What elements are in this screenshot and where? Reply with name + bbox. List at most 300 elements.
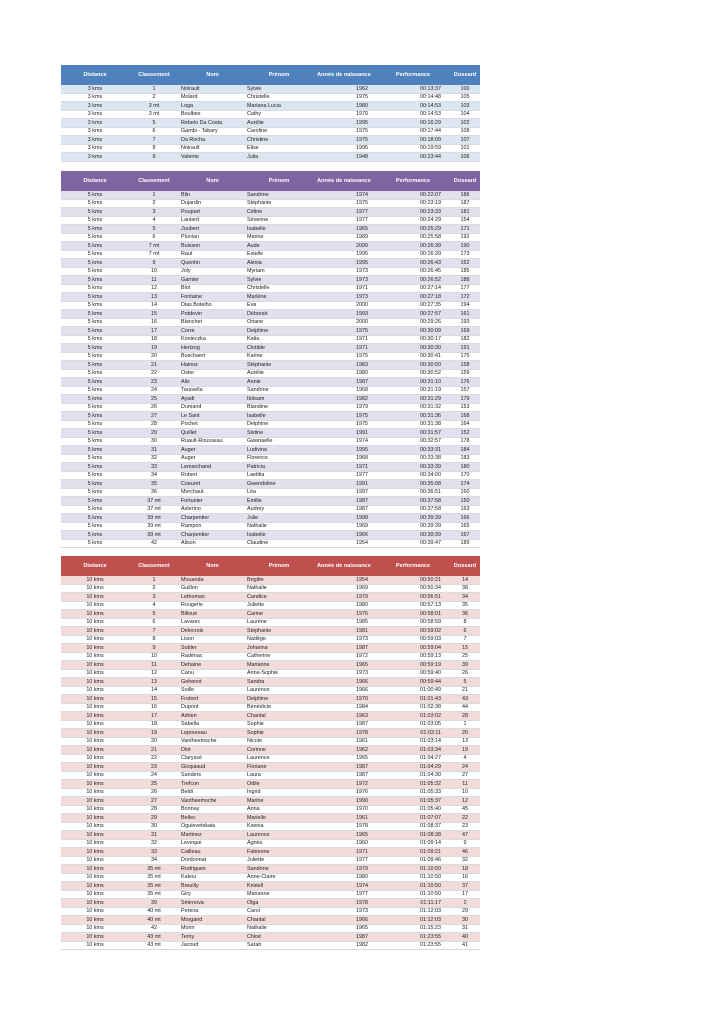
- table-row: [61, 619, 480, 628]
- lastname-cell: Leveque: [181, 840, 202, 847]
- table-row: [61, 111, 480, 120]
- bib-cell: 4: [463, 755, 467, 762]
- birthyear-cell: 2000: [356, 319, 368, 326]
- bib-cell: 102: [460, 119, 470, 126]
- table-row: [61, 636, 480, 645]
- lastname-cell: Auger: [181, 446, 196, 453]
- bib-cell: 165: [460, 523, 470, 530]
- distance-cell: 10 kms: [86, 814, 104, 821]
- table-row: [61, 276, 480, 285]
- results-table-3km: [61, 65, 480, 162]
- firstname-cell: Nathalie: [247, 523, 267, 530]
- time-cell: 00:33:39: [420, 463, 441, 470]
- birthyear-cell: 1978: [356, 899, 368, 906]
- rank-cell: 34: [151, 472, 157, 479]
- distance-cell: 5 kms: [87, 489, 103, 496]
- distance-cell: 5 kms: [87, 327, 103, 334]
- bib-cell: 182: [460, 336, 470, 343]
- distance-cell: 5 kms: [87, 540, 103, 547]
- time-cell: 00:33:31: [420, 446, 441, 453]
- time-cell: 00:24:29: [420, 217, 441, 224]
- birthyear-cell: 1985: [356, 619, 368, 626]
- rank-cell: 19: [151, 729, 157, 736]
- table-row: [61, 327, 480, 336]
- column-header: Année de naissance: [317, 72, 371, 78]
- bib-cell: 173: [460, 251, 470, 258]
- firstname-cell: Aude: [247, 242, 260, 249]
- bib-cell: 167: [460, 531, 470, 538]
- time-cell: 01:10:50: [420, 874, 441, 881]
- birthyear-cell: 1987: [356, 378, 368, 385]
- lastname-cell: Dehaine: [181, 661, 202, 668]
- bib-cell: 5: [463, 678, 467, 685]
- time-cell: 01:10:50: [420, 865, 441, 872]
- rank-cell: 31: [151, 831, 157, 838]
- time-cell: 00:22:07: [420, 191, 441, 198]
- birthyear-cell: 1973: [356, 908, 368, 915]
- firstname-cell: Claudine: [247, 540, 269, 547]
- time-cell: 00:56:51: [420, 593, 441, 600]
- firstname-cell: Corinne: [247, 746, 266, 753]
- distance-cell: 10 kms: [86, 627, 104, 634]
- distance-cell: 10 kms: [86, 738, 104, 745]
- firstname-cell: Elise: [247, 145, 259, 152]
- lastname-cell: Vantheemsche: [181, 738, 217, 745]
- lastname-cell: Guillon: [181, 585, 198, 592]
- time-cell: 00:23:44: [420, 153, 441, 160]
- lastname-cell: Martinez: [181, 831, 202, 838]
- bib-cell: 29: [462, 908, 468, 915]
- time-cell: 01:10:50: [420, 891, 441, 898]
- birthyear-cell: 1976: [356, 610, 368, 617]
- time-cell: 01:15:23: [420, 925, 441, 932]
- distance-cell: 10 kms: [86, 933, 104, 940]
- bib-cell: 170: [460, 472, 470, 479]
- birthyear-cell: 1971: [356, 344, 368, 351]
- distance-cell: 10 kms: [86, 789, 104, 796]
- birthyear-cell: 1979: [356, 404, 368, 411]
- table-row: [61, 814, 480, 823]
- column-header: Classement: [138, 178, 170, 184]
- lastname-cell: Da Rocha: [181, 136, 205, 143]
- birthyear-cell: 1975: [356, 353, 368, 360]
- time-cell: 00:30:30: [420, 344, 441, 351]
- birthyear-cell: 1961: [356, 738, 368, 745]
- firstname-cell: Juliette: [247, 602, 265, 609]
- table-row: [61, 627, 480, 636]
- table-row: [61, 378, 480, 387]
- distance-cell: 5 kms: [87, 480, 103, 487]
- rank-cell: 11: [151, 276, 157, 283]
- rank-cell: 5: [152, 119, 156, 126]
- distance-cell: 5 kms: [87, 285, 103, 292]
- birthyear-cell: 1948: [356, 153, 368, 160]
- bib-cell: 101: [460, 145, 470, 152]
- birthyear-cell: 1991: [356, 429, 368, 436]
- rank-cell: 24: [151, 772, 157, 779]
- column-header: Performance: [395, 72, 431, 78]
- birthyear-cell: 1960: [356, 840, 368, 847]
- rank-cell: 2: [152, 585, 156, 592]
- rank-cell: 26: [151, 789, 157, 796]
- firstname-cell: Anne-Sophie: [247, 670, 279, 677]
- birthyear-cell: 1987: [356, 721, 368, 728]
- bib-cell: 22: [462, 814, 468, 821]
- distance-cell: 5 kms: [87, 438, 103, 445]
- time-cell: 01:12:03: [420, 916, 441, 923]
- birthyear-cell: 1971: [356, 848, 368, 855]
- table-row: [61, 531, 480, 540]
- time-cell: 00:27:18: [420, 293, 441, 300]
- lastname-cell: Dumand: [181, 404, 202, 411]
- table-row: [61, 704, 480, 713]
- birthyear-cell: 1954: [356, 540, 368, 547]
- rank-cell: 35: [151, 480, 157, 487]
- time-cell: 00:13:37: [420, 85, 441, 92]
- rank-cell: 5: [152, 610, 156, 617]
- time-cell: 00:23:33: [420, 208, 441, 215]
- table-row: [61, 191, 480, 200]
- firstname-cell: Clotilde: [247, 344, 265, 351]
- table-row: [61, 721, 480, 730]
- column-header: Dossard: [453, 563, 477, 569]
- table-row: [61, 729, 480, 738]
- firstname-cell: Oriane: [247, 319, 264, 326]
- column-header: Performance: [395, 563, 431, 569]
- lastname-cell: Terny: [181, 933, 195, 940]
- table-row: [61, 746, 480, 755]
- table-row: [61, 772, 480, 781]
- table-row: [61, 455, 480, 464]
- birthyear-cell: 1975: [356, 412, 368, 419]
- birthyear-cell: 1970: [356, 806, 368, 813]
- lastname-cell: Dlot: [181, 746, 191, 753]
- bib-cell: 161: [460, 310, 470, 317]
- birthyear-cell: 1983: [356, 361, 368, 368]
- lastname-cell: Fortunier: [181, 497, 203, 504]
- distance-cell: 5 kms: [87, 268, 103, 275]
- table-row: [61, 446, 480, 455]
- time-cell: 00:18:09: [420, 136, 441, 143]
- time-cell: 01:12:03: [420, 908, 441, 915]
- time-cell: 00:31:57: [420, 429, 441, 436]
- distance-cell: 5 kms: [87, 446, 103, 453]
- rank-cell: 31: [151, 446, 157, 453]
- time-cell: 00:34:00: [420, 472, 441, 479]
- lastname-cell: Vantheemsche: [181, 797, 217, 804]
- firstname-cell: Eva: [247, 302, 257, 309]
- firstname-cell: Laurène: [247, 619, 267, 626]
- birthyear-cell: 1972: [356, 780, 368, 787]
- rank-cell: 17: [151, 712, 157, 719]
- lastname-cell: Garnier: [181, 276, 199, 283]
- lastname-cell: Taravella: [181, 387, 203, 394]
- firstname-cell: Candice: [247, 593, 267, 600]
- firstname-cell: Sandrine: [247, 387, 269, 394]
- bib-cell: 46: [462, 848, 468, 855]
- lastname-cell: Auger: [181, 455, 196, 462]
- birthyear-cell: 1974: [356, 191, 368, 198]
- table-row: [61, 370, 480, 379]
- distance-cell: 5 kms: [87, 319, 103, 326]
- rank-cell: 22: [151, 370, 157, 377]
- lastname-cell: Lepoureau: [181, 729, 207, 736]
- bib-cell: 152: [460, 429, 470, 436]
- rank-cell: 35 mt: [147, 865, 161, 872]
- birthyear-cell: 1974: [356, 882, 368, 889]
- birthyear-cell: 1975: [356, 136, 368, 143]
- table-row: [61, 933, 480, 942]
- distance-cell: 5 kms: [87, 191, 103, 198]
- lastname-cell: Gehenot: [181, 678, 202, 685]
- distance-cell: 10 kms: [86, 593, 104, 600]
- time-cell: 00:19:59: [420, 145, 441, 152]
- birthyear-cell: 1987: [356, 506, 368, 513]
- time-cell: 00:30:17: [420, 336, 441, 343]
- birthyear-cell: 1966: [356, 916, 368, 923]
- table-row: [61, 128, 480, 137]
- distance-cell: 10 kms: [86, 704, 104, 711]
- firstname-cell: Emilie: [247, 497, 262, 504]
- time-cell: 00:31:29: [420, 395, 441, 402]
- lastname-cell: Boulbes: [181, 111, 201, 118]
- bib-cell: 188: [460, 276, 470, 283]
- time-cell: 00:59:44: [420, 678, 441, 685]
- table-row: [61, 361, 480, 370]
- bib-cell: 41: [462, 942, 468, 949]
- bib-cell: 186: [460, 191, 470, 198]
- bib-cell: 15: [462, 644, 468, 651]
- distance-cell: 10 kms: [86, 712, 104, 719]
- table-row: [61, 780, 480, 789]
- lastname-cell: Alix: [181, 378, 190, 385]
- lastname-cell: Valente: [181, 153, 199, 160]
- distance-cell: 5 kms: [87, 276, 103, 283]
- time-cell: 00:58:01: [420, 610, 441, 617]
- time-cell: 00:31:36: [420, 412, 441, 419]
- firstname-cell: Isabelle: [247, 531, 266, 538]
- column-header: Distance: [83, 178, 107, 184]
- rank-cell: 18: [151, 721, 157, 728]
- column-header: Année de naissance: [317, 563, 371, 569]
- lastname-cell: Lanlard: [181, 217, 199, 224]
- firstname-cell: Patricia: [247, 463, 265, 470]
- table-row: [61, 429, 480, 438]
- table-row: [61, 653, 480, 662]
- birthyear-cell: 2000: [356, 242, 368, 249]
- results-table-5km: [61, 171, 480, 548]
- table-row: [61, 387, 480, 396]
- bib-cell: 8: [463, 619, 467, 626]
- rank-cell: 42: [151, 540, 157, 547]
- results-table-10km: [61, 556, 480, 950]
- birthyear-cell: 1971: [356, 336, 368, 343]
- bib-cell: 166: [460, 514, 470, 521]
- time-cell: 00:25:58: [420, 234, 441, 241]
- birthyear-cell: 1970: [356, 111, 368, 118]
- time-cell: 01:23:55: [420, 942, 441, 949]
- rank-cell: 6: [152, 619, 156, 626]
- distance-cell: 10 kms: [86, 797, 104, 804]
- rank-cell: 20: [151, 738, 157, 745]
- table-row: [61, 200, 480, 209]
- birthyear-cell: 1969: [356, 585, 368, 592]
- distance-cell: 10 kms: [86, 729, 104, 736]
- time-cell: 00:31:19: [420, 387, 441, 394]
- table-row: [61, 353, 480, 362]
- birthyear-cell: 1965: [356, 661, 368, 668]
- table-row: [61, 874, 480, 883]
- rank-cell: 24: [151, 387, 157, 394]
- table-row: [61, 242, 480, 251]
- distance-cell: 10 kms: [86, 806, 104, 813]
- distance-cell: 3 kms: [87, 111, 103, 118]
- bib-cell: 21: [462, 687, 468, 694]
- table-row: [61, 899, 480, 908]
- time-cell: 00:31:38: [420, 421, 441, 428]
- firstname-cell: Fabienne: [247, 848, 270, 855]
- table-row: [61, 145, 480, 154]
- rank-cell: 39 mt: [147, 514, 161, 521]
- bib-cell: 100: [460, 85, 470, 92]
- birthyear-cell: 1982: [356, 395, 368, 402]
- bib-cell: 43: [462, 695, 468, 702]
- bib-cell: 13: [462, 738, 468, 745]
- bib-cell: 36: [462, 610, 468, 617]
- rank-cell: 29: [151, 429, 157, 436]
- table-row: [61, 916, 480, 925]
- firstname-cell: Katia: [247, 336, 260, 343]
- distance-cell: 5 kms: [87, 361, 103, 368]
- distance-cell: 5 kms: [87, 336, 103, 343]
- bib-cell: 171: [460, 225, 470, 232]
- table-row: [61, 225, 480, 234]
- birthyear-cell: 1990: [356, 797, 368, 804]
- bib-cell: 17: [462, 891, 468, 898]
- distance-cell: 10 kms: [86, 670, 104, 677]
- lastname-cell: Buschaert: [181, 353, 206, 360]
- birthyear-cell: 1973: [356, 293, 368, 300]
- table-row: [61, 763, 480, 772]
- distance-cell: 5 kms: [87, 353, 103, 360]
- firstname-cell: Marine: [247, 234, 264, 241]
- rank-cell: 23: [151, 378, 157, 385]
- time-cell: 00:59:40: [420, 670, 441, 677]
- birthyear-cell: 1977: [356, 472, 368, 479]
- distance-cell: 5 kms: [87, 472, 103, 479]
- distance-cell: 10 kms: [86, 823, 104, 830]
- time-cell: 01:02:38: [420, 704, 441, 711]
- distance-cell: 10 kms: [86, 576, 104, 583]
- bib-cell: 39: [462, 661, 468, 668]
- birthyear-cell: 1995: [356, 259, 368, 266]
- time-cell: 00:16:29: [420, 119, 441, 126]
- bib-cell: 40: [462, 933, 468, 940]
- table-row: [61, 302, 480, 311]
- time-cell: 01:03:05: [420, 721, 441, 728]
- time-cell: 01:10:50: [420, 882, 441, 889]
- table-row: [61, 514, 480, 523]
- distance-cell: 3 kms: [87, 145, 103, 152]
- table-row: [61, 882, 480, 891]
- firstname-cell: Sixtine: [247, 429, 264, 436]
- lastname-cell: Adrien: [181, 712, 197, 719]
- bib-cell: 164: [460, 421, 470, 428]
- distance-cell: 3 kms: [87, 128, 103, 135]
- birthyear-cell: 1973: [356, 670, 368, 677]
- lastname-cell: Pereira: [181, 908, 199, 915]
- bib-cell: 180: [460, 463, 470, 470]
- lastname-cell: Bellec: [181, 814, 196, 821]
- rank-cell: 12: [151, 670, 157, 677]
- lastname-cell: Charpentier: [181, 531, 210, 538]
- table-row: [61, 661, 480, 670]
- firstname-cell: Julia: [247, 153, 259, 160]
- bib-cell: 2: [463, 899, 467, 906]
- table-row: [61, 857, 480, 866]
- column-header: Classement: [138, 72, 170, 78]
- rank-cell: 30: [151, 823, 157, 830]
- birthyear-cell: 1987: [356, 644, 368, 651]
- lastname-cell: Sanders: [181, 772, 202, 779]
- rank-cell: 4: [152, 217, 156, 224]
- column-header: Dossard: [453, 72, 477, 78]
- column-header: Distance: [83, 72, 107, 78]
- time-cell: 01:05:32: [420, 780, 441, 787]
- table-row: [61, 576, 480, 585]
- table-row: [61, 251, 480, 260]
- birthyear-cell: 2000: [356, 302, 368, 309]
- distance-cell: 10 kms: [86, 755, 104, 762]
- table-row: [61, 755, 480, 764]
- time-cell: 01:05:40: [420, 806, 441, 813]
- bib-cell: 103: [460, 102, 470, 109]
- birthyear-cell: 1966: [356, 531, 368, 538]
- table-row: [61, 208, 480, 217]
- table-row: [61, 472, 480, 481]
- distance-cell: 10 kms: [86, 763, 104, 770]
- lastname-cell: Morin: [181, 925, 195, 932]
- birthyear-cell: 1995: [356, 145, 368, 152]
- rank-cell: 37 mt: [147, 506, 161, 513]
- distance-cell: 3 kms: [87, 136, 103, 143]
- time-cell: 00:26:52: [420, 276, 441, 283]
- bib-cell: 34: [462, 593, 468, 600]
- firstname-cell: Céline: [247, 208, 263, 215]
- table-row: [61, 644, 480, 653]
- lastname-cell: Loga: [181, 102, 193, 109]
- time-cell: 00:14:48: [420, 94, 441, 101]
- lastname-cell: Gambi - Tabary: [181, 128, 218, 135]
- rank-cell: 30: [151, 438, 157, 445]
- lastname-cell: Rampon: [181, 523, 202, 530]
- birthyear-cell: 1993: [356, 310, 368, 317]
- firstname-cell: Karine: [247, 353, 263, 360]
- rank-cell: 2: [152, 94, 156, 101]
- distance-cell: 3 kms: [87, 102, 103, 109]
- lastname-cell: Lemarchand: [181, 463, 211, 470]
- distance-cell: 5 kms: [87, 531, 103, 538]
- distance-cell: 10 kms: [86, 882, 104, 889]
- rank-cell: 7: [152, 136, 156, 143]
- rank-cell: 25: [151, 780, 157, 787]
- lastname-cell: Jacoud: [181, 942, 199, 949]
- birthyear-cell: 1995: [356, 446, 368, 453]
- lastname-cell: Blot: [181, 285, 191, 292]
- bib-cell: 35: [462, 602, 468, 609]
- column-header: Nom: [206, 72, 219, 78]
- lastname-cell: Joly: [181, 268, 191, 275]
